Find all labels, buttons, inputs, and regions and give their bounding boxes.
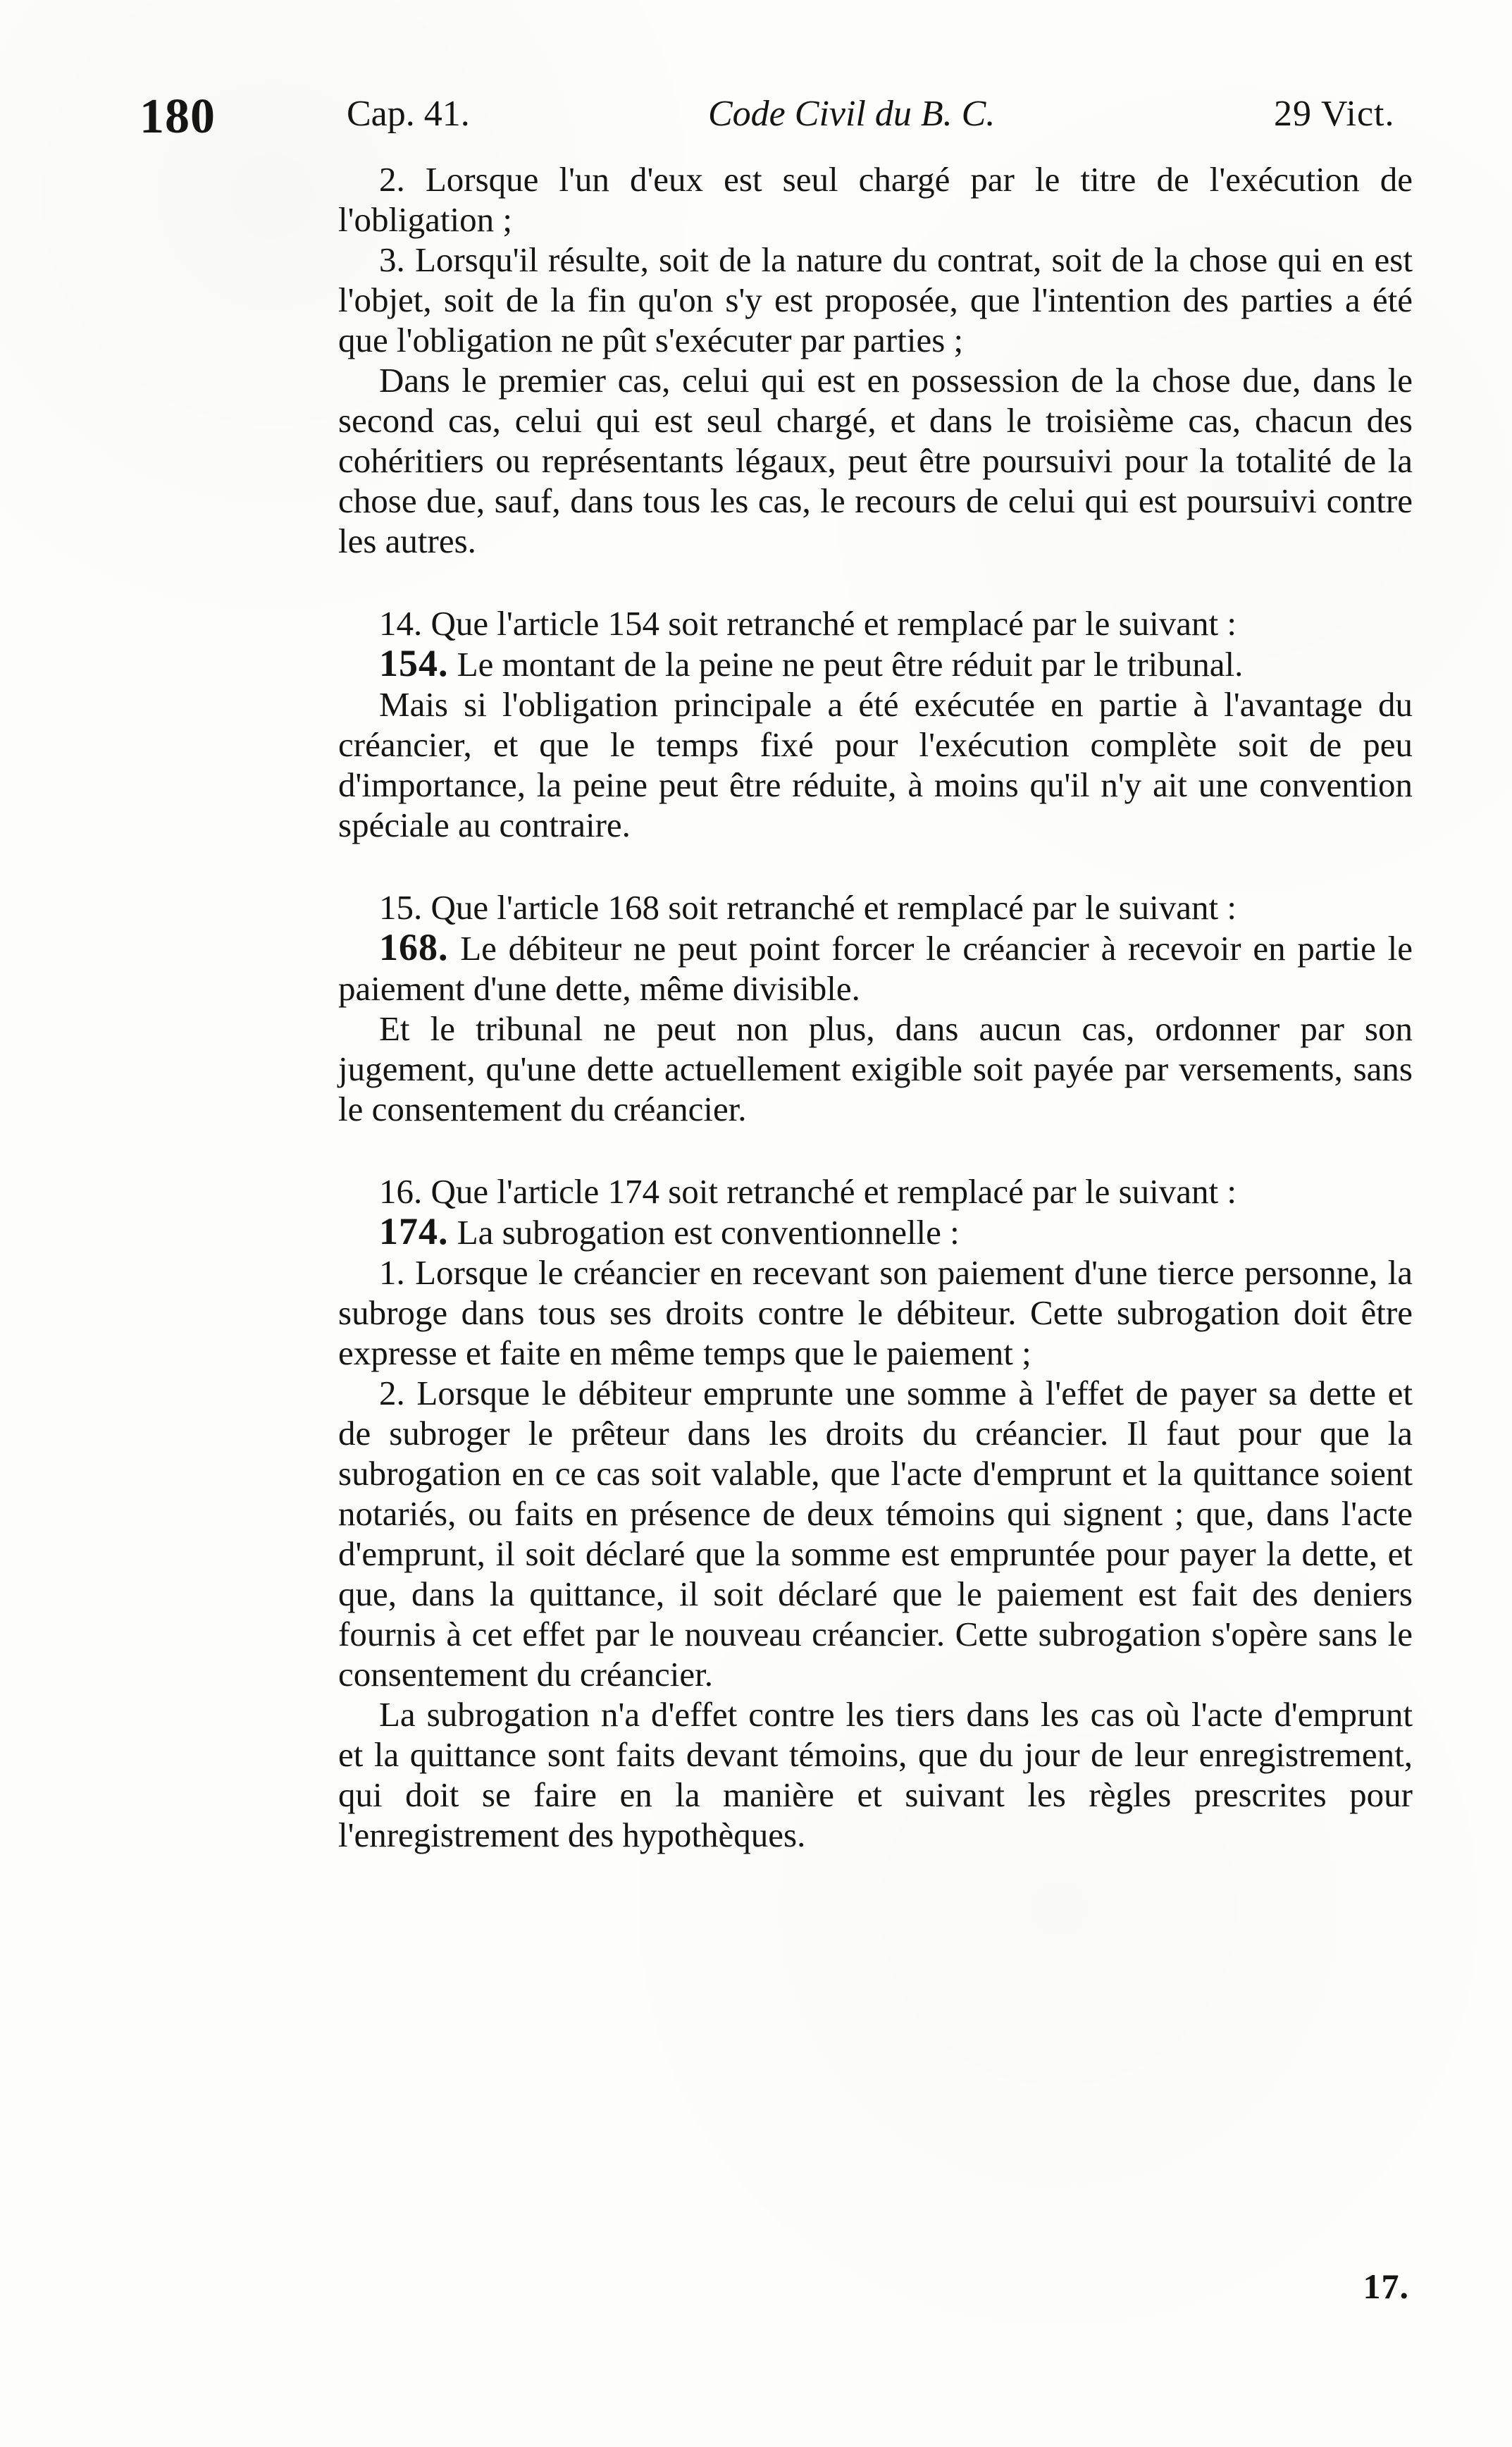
article-174-number: 174.: [379, 1210, 449, 1252]
main-text: [338, 159, 1413, 1855]
chapter-label: Cap. 41.: [347, 94, 470, 134]
article-174-first-case: 1. Lorsque le créancier en recevant son paiement d'une tierce personne, la subroge dans tous ses droits contre le débiteur. Cette subrogation doit être expresse et faite en même temps que le paiement ;: [338, 1253, 1413, 1372]
article-174-second-case: 2. Lorsque le débiteur emprunte une somme à l'effet de payer sa dette et de subroger le prêteur dans les droits du créancier. Il faut pour que la subrogation en ce cas soit valable, que l'acte d'emprunt et la quittance soient notariés, ou faits en présence de deux témoins qui signent ; que, dans l'acte d'emprunt, il soit déclaré que la somme est empruntée pour payer la dette, et que, dans la quittance, il soit déclaré que le paiement est fait des deniers fournis à cet effet par le nouveau créancier. Cette subrogation s'opère sans le consentement du créancier.: [338, 1374, 1413, 1694]
section-16: 16. Que l'article 174 soit retranché et remplacé par le suivant :: [379, 1172, 1237, 1211]
article-154-text: Le montant de la peine ne peut être réduit par le tribunal.: [457, 645, 1244, 684]
article-154-second-paragraph: Mais si l'obligation principale a été exécutée en partie à l'avantage du créancier, et que le temps fixé pour l'exécution complète soit de peu d'importance, la peine peut être réduite, à moins qu'il n'y ait une convention spéciale au contraire.: [338, 685, 1413, 844]
page-header: [0, 82, 1512, 145]
article-168-text: Le débiteur ne peut point forcer le créancier à recevoir en partie le paiement d'une dette, même divisible.: [338, 929, 1413, 1008]
regnal-year: 29 Vict.: [1274, 94, 1395, 134]
paragraph-obligation-2: 2. Lorsque l'un d'eux est seul chargé par le titre de l'exécution de l'obligation ;: [338, 160, 1413, 239]
article-154-paragraph: [338, 643, 1413, 684]
running-title: Code Civil du B. C.: [708, 94, 996, 134]
article-174-third-paragraph: La subrogation n'a d'effet contre les tiers dans les cas où l'acte d'emprunt et la quittance sont faits devant témoins, que du jour de leur enregistrement, qui doit se faire en la manière et suivant les règles prescrites pour l'enregistrement des hypothèques.: [338, 1695, 1413, 1854]
paragraph-obligation-3: 3. Lorsqu'il résulte, soit de la nature du contrat, soit de la chose qui en est l'objet, soit de la fin qu'on s'y est proposée, que l'intention des parties a été que l'obligation ne pût s'exécuter par parties ;: [338, 240, 1413, 359]
section-14: 14. Que l'article 154 soit retranché et remplacé par le suivant :: [379, 604, 1237, 643]
article-168-second-paragraph: Et le tribunal ne peut non plus, dans aucun cas, ordonner par son jugement, qu'une dette actuellement exigible soit payée par versements, sans le consentement du créancier.: [338, 1009, 1413, 1128]
page-number: 180: [140, 90, 216, 144]
article-154-number: 154.: [379, 642, 449, 684]
section-15: 15. Que l'article 168 soit retranché et remplacé par le suivant :: [379, 888, 1237, 927]
catchword: 17.: [1363, 2267, 1409, 2306]
article-168-number: 168.: [379, 926, 449, 968]
article-174-paragraph: [338, 1212, 1413, 1252]
paragraph-obligation-cases: Dans le premier cas, celui qui est en possession de la chose due, dans le second cas, celui qui est seul chargé, et dans le troisième cas, chacun des cohéritiers ou représentants légaux, peut être poursuivi pour la totalité de la chose due, sauf, dans tous les cas, le recours de celui qui est poursuivi contre les autres.: [338, 361, 1413, 560]
article-168-paragraph: [338, 927, 1413, 1009]
article-174-text: La subrogation est conventionnelle :: [457, 1213, 960, 1252]
